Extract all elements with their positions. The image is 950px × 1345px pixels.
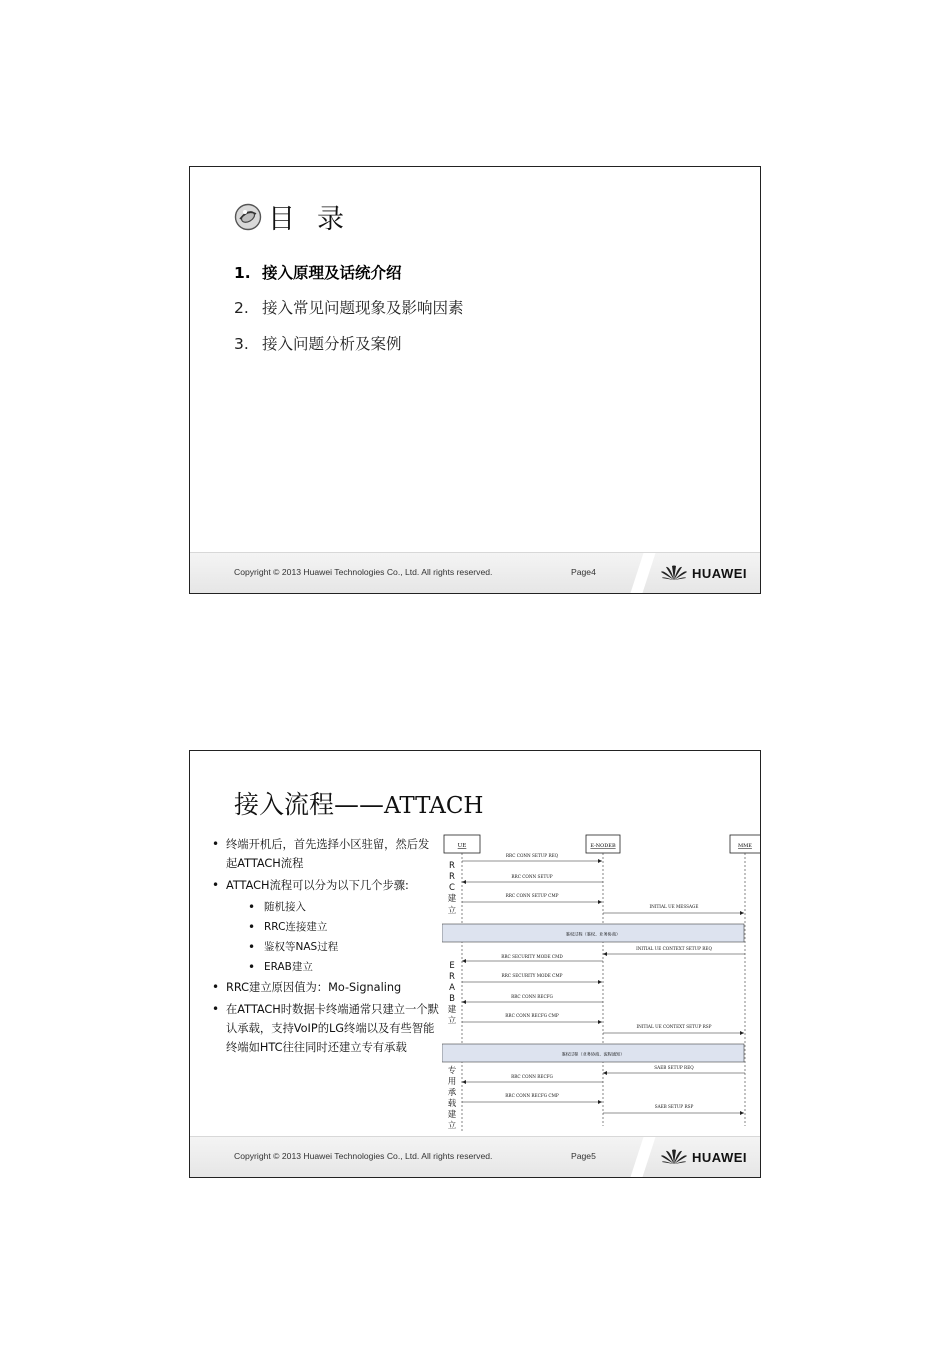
toc-heading [234, 197, 366, 236]
svg-text:MME: MME [738, 843, 752, 849]
copyright-text: Copyright © 2013 Huawei Technologies Co., Ltd. All rights reserved. [234, 567, 493, 577]
footer-divider [631, 1137, 656, 1177]
svg-text:RRC CONN RECFG CMP: RRC CONN RECFG CMP [505, 1093, 559, 1098]
svg-text:R: R [449, 872, 455, 882]
svg-text:RRC CONN RECFG CMP: RRC CONN RECFG CMP [505, 1013, 559, 1018]
svg-text:建: 建 [447, 894, 457, 904]
bullet-item: • ATTACH流程可以分为以下几个步骤: [210, 876, 440, 895]
svg-text:A: A [449, 983, 455, 993]
toc-item-3 [234, 332, 402, 354]
phase-erab [448, 961, 457, 1026]
svg-text:RRC CONN SETUP CMP: RRC CONN SETUP CMP [505, 893, 559, 898]
bullet-item: • RRC建立原因值为：Mo-Signaling [210, 978, 440, 997]
toc-title-text: 目录 [268, 204, 366, 235]
entity-mme [730, 835, 761, 853]
svg-text:INITIAL UE MESSAGE: INITIAL UE MESSAGE [649, 904, 699, 909]
svg-text:立: 立 [447, 1121, 457, 1131]
toc-item-number: 2. [234, 299, 249, 317]
svg-text:SAEB SETUP REQ: SAEB SETUP REQ [654, 1065, 694, 1070]
svg-text:INITIAL UE CONTEXT SETUP RSP: INITIAL UE CONTEXT SETUP RSP [636, 1024, 712, 1029]
slide-footer [190, 552, 760, 593]
phase-rrc [448, 861, 457, 916]
toc-item-text: 接入常见问题现象及影响因素 [262, 299, 464, 317]
toc-item-1 [234, 261, 402, 283]
svg-text:RRC SECURITY MODE CMD: RRC SECURITY MODE CMD [501, 954, 563, 959]
huawei-logo [660, 1148, 747, 1166]
toc-item-number: 3. [234, 335, 249, 353]
msg-rrc-conn-recfg-2 [462, 1074, 603, 1084]
bullet-item: • 在ATTACH时数据卡终端通常只建立一个默认承载，支持VoIP的LG终端以及有些智能终端如HTC往往同时还建立专有承载 [210, 1000, 440, 1057]
svg-text:RRC CONN RECFG: RRC CONN RECFG [511, 994, 553, 999]
svg-text:RRC CONN SETUP REQ: RRC CONN SETUP REQ [505, 853, 559, 858]
svg-text:E-NODEB: E-NODEB [590, 843, 616, 849]
svg-text:建: 建 [447, 1110, 457, 1120]
slide-toc [189, 166, 761, 594]
attach-sequence-diagram [442, 831, 761, 1136]
toc-item-text: 接入问题分析及案例 [262, 335, 402, 353]
huawei-flower-icon [660, 1149, 688, 1165]
toc-item-2 [234, 296, 464, 318]
bullet-list [210, 835, 440, 1057]
page-number: Page4 [571, 567, 596, 577]
svg-text:SAEB SETUP RSP: SAEB SETUP RSP [654, 1104, 694, 1109]
svg-text:R: R [449, 972, 455, 982]
svg-text:UE: UE [457, 843, 467, 849]
msg-initial-ue-context-setup-rsp [603, 1024, 744, 1035]
toc-item-number: 1. [234, 264, 251, 282]
msg-saeb-setup-req [603, 1065, 745, 1075]
svg-text:立: 立 [447, 906, 457, 916]
huawei-brand-text: HUAWEI [692, 565, 747, 581]
huawei-logo [660, 564, 747, 582]
procedure-box-1 [442, 924, 744, 942]
svg-text:承: 承 [447, 1088, 457, 1098]
svg-text:C: C [449, 883, 455, 893]
svg-text:立: 立 [447, 1016, 457, 1026]
svg-text:专: 专 [447, 1066, 457, 1076]
svg-text:B: B [449, 994, 455, 1004]
huawei-flower-icon [660, 565, 688, 581]
svg-text:RRC CONN SETUP: RRC CONN SETUP [511, 874, 553, 879]
svg-text:鉴权过程（鉴权、业务协商）: 鉴权过程（鉴权、业务协商） [565, 931, 621, 937]
procedure-box-2 [442, 1044, 744, 1062]
msg-initial-ue-message [603, 904, 744, 915]
msg-rrc-security-mode-cmd [462, 954, 603, 963]
svg-text:INITIAL UE CONTEXT SETUP REQ: INITIAL UE CONTEXT SETUP REQ [636, 946, 712, 951]
sub-bullet-item: • RRC连接建立 [210, 917, 440, 937]
msg-rrc-conn-setup-cmp [462, 893, 602, 904]
entity-enodeb [586, 835, 620, 853]
msg-rrc-conn-setup-req [462, 853, 602, 863]
msg-rrc-conn-recfg-cmp-2 [462, 1093, 602, 1104]
svg-text:用: 用 [447, 1077, 457, 1087]
slide-footer [190, 1136, 760, 1177]
page-number: Page5 [571, 1151, 596, 1161]
phase-labels [448, 861, 457, 1131]
slide-title [234, 785, 483, 821]
slide-title-en: ATTACH [384, 793, 484, 819]
slide-title-cn: 接入流程—— [234, 790, 385, 819]
disc-logo-icon [234, 203, 262, 231]
copyright-text: Copyright © 2013 Huawei Technologies Co., Ltd. All rights reserved. [234, 1151, 493, 1161]
msg-initial-ue-context-setup-req [603, 946, 745, 956]
huawei-brand-text: HUAWEI [692, 1149, 747, 1165]
svg-text:RRC CONN RECFG: RRC CONN RECFG [511, 1074, 553, 1079]
svg-text:R: R [449, 861, 455, 871]
msg-saeb-setup-rsp [603, 1104, 744, 1115]
sub-bullet-item: • 随机接入 [210, 897, 440, 917]
msg-rrc-conn-recfg-cmp [462, 1013, 602, 1024]
svg-text:RRC SECURITY MODE CMP: RRC SECURITY MODE CMP [501, 973, 563, 978]
slide-attach [189, 750, 761, 1178]
phase-dedicated-bearer [448, 1065, 457, 1131]
svg-text:鉴权过程（业务协商、流程通知）: 鉴权过程（业务协商、流程通知） [561, 1051, 625, 1057]
footer-divider [631, 553, 656, 593]
sub-bullet-item: • 鉴权等NAS过程 [210, 937, 440, 957]
sub-bullet-item: • ERAB建立 [210, 957, 440, 977]
msg-rrc-security-mode-cmp [462, 973, 602, 984]
msg-rrc-conn-setup [462, 874, 603, 884]
msg-rrc-conn-recfg [462, 994, 603, 1004]
svg-text:E: E [449, 961, 455, 971]
bullet-item: • 终端开机后，首先选择小区驻留，然后发起ATTACH流程 [210, 835, 440, 873]
entity-ue [444, 835, 480, 853]
toc-item-text: 接入原理及话统介绍 [262, 264, 402, 282]
svg-text:载: 载 [447, 1099, 457, 1109]
svg-text:建: 建 [447, 1005, 457, 1015]
